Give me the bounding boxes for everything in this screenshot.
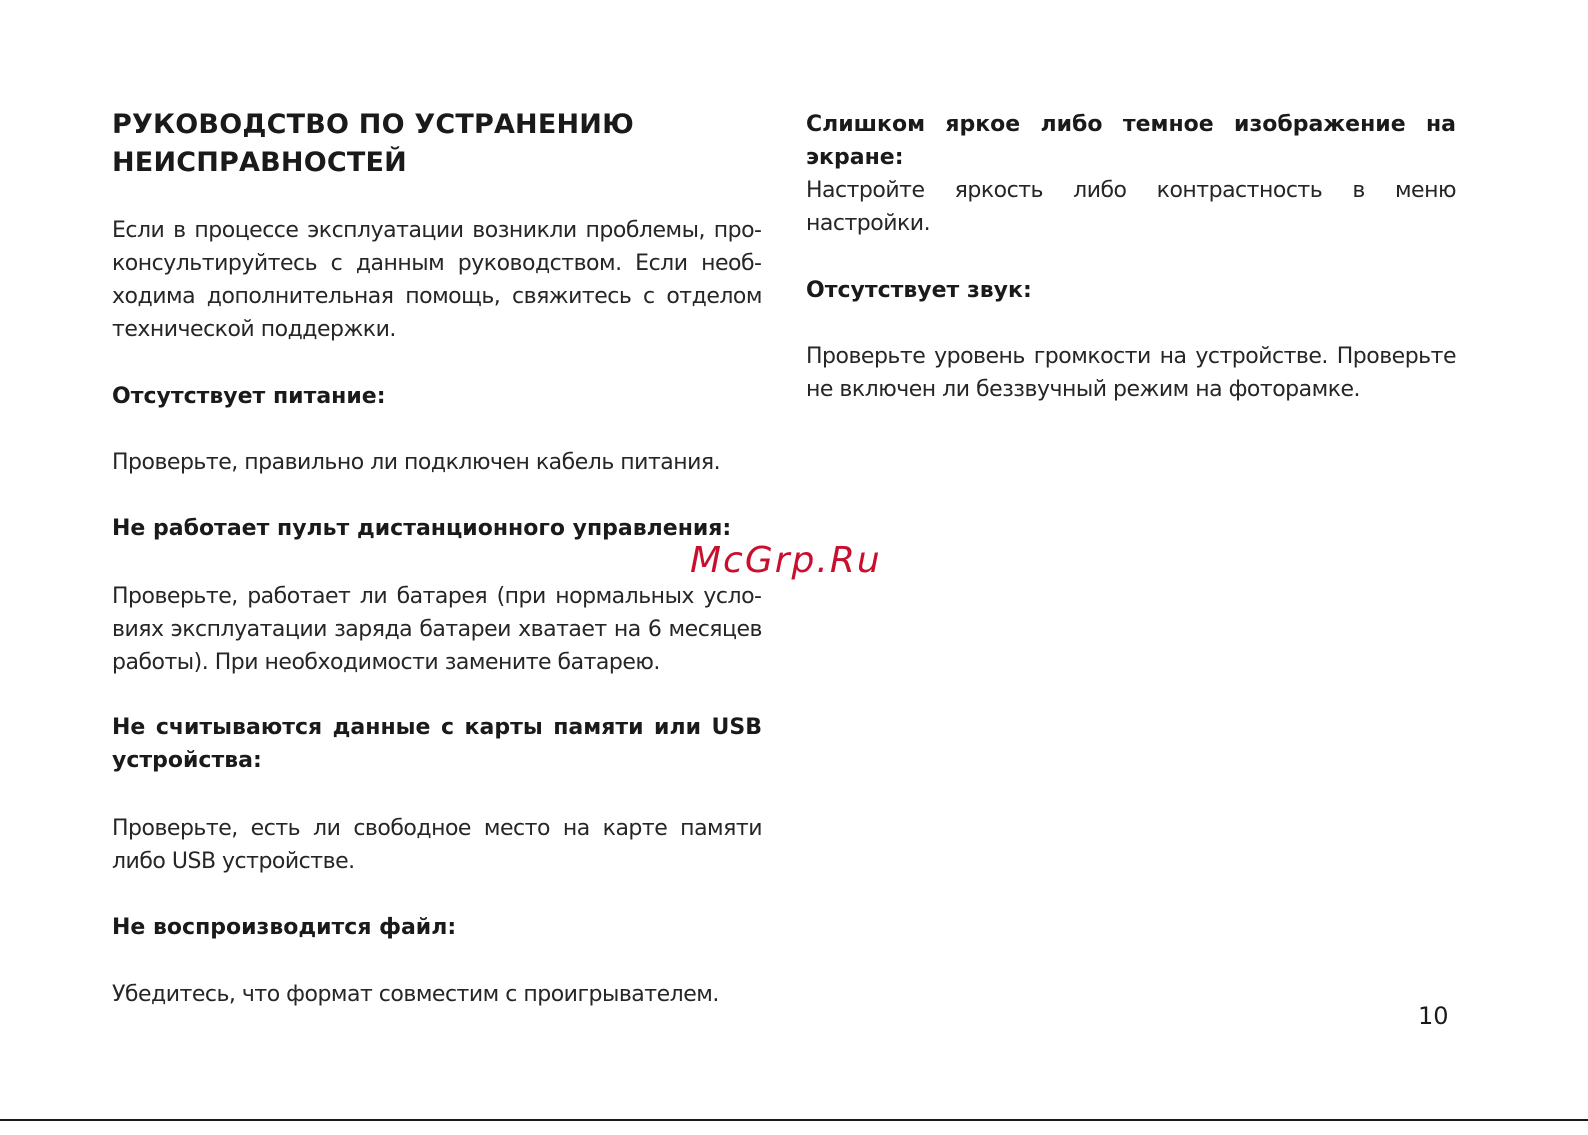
section-heading-brightness: Слишком яркое либо темное изображение на экране: (806, 112, 1456, 170)
section-text-no-sound: Проверьте уровень громкости на устройстве. Проверьте не включен ли беззвучный режим на фоторамке. (806, 344, 1456, 402)
section-text-no-power: Проверьте, правильно ли подключен кабель питания. (112, 450, 721, 475)
page-title: РУКОВОДСТВО ПО УСТРАНЕНИЮ НЕИСПРАВНОСТЕЙ (112, 109, 634, 178)
section-text-memory-card: Проверьте, есть ли свободное место на карте памяти либо USB устройстве. (112, 816, 762, 874)
section-text-brightness: Настройте яркость либо контрастность в меню настройки. (806, 178, 1456, 236)
watermark: McGrp.Ru (690, 540, 882, 581)
bottom-rule (0, 1119, 1588, 1121)
section-heading-memory-card: Не считываются данные с карты памяти или USB устройства: (112, 715, 762, 773)
page-number: 10 (1418, 1002, 1449, 1030)
section-heading-remote: Не работает пульт дистанционного управления: (112, 516, 732, 541)
intro-paragraph: Если в процессе эксплуатации возникли проблемы, проконсультируйтесь с данным руководством. Если необходима дополнительная помощь, свяжитесь с отделом технической поддержки. (112, 218, 762, 342)
section-heading-no-power: Отсутствует питание: (112, 384, 386, 409)
section-text-remote: Проверьте, работает ли батарея (при нормальных условиях эксплуатации заряда батареи хватает на 6 месяцев работы). При необходимости замените батарею. (112, 584, 762, 675)
section-heading-no-sound: Отсутствует звук: (806, 278, 1032, 303)
section-text-file: Убедитесь, что формат совместим с проигрывателем. (112, 982, 719, 1007)
section-heading-file: Не воспроизводится файл: (112, 915, 457, 940)
